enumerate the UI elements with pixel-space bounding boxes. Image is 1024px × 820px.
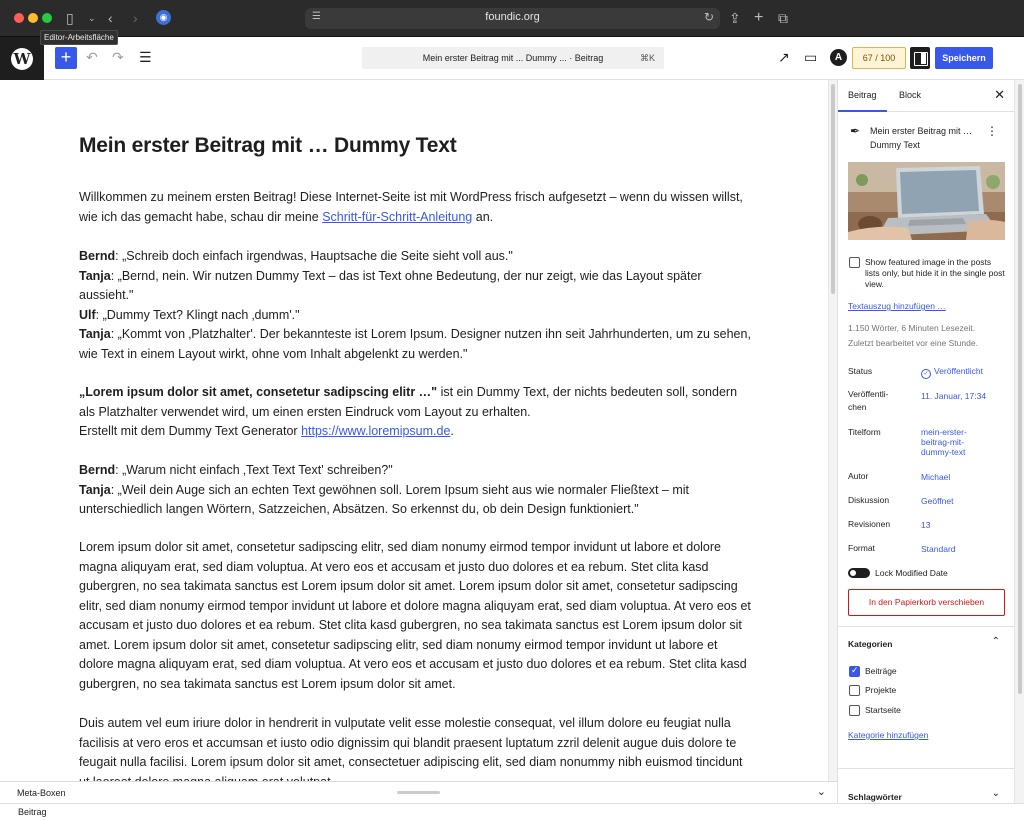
wordpress-icon: W xyxy=(11,48,33,70)
category-label: Projekte xyxy=(865,685,897,695)
post-icon: ✒ xyxy=(850,124,861,138)
speaker-name: Bernd xyxy=(79,249,116,263)
featured-image-illustration xyxy=(848,162,1005,240)
published-label-line-2: chen xyxy=(848,402,867,412)
published-label xyxy=(848,388,888,414)
dialogue-text: : „Schreib doch einfach irgendwas, Hauptsache die Seite sieht voll aus." xyxy=(115,249,513,263)
command-palette-button[interactable] xyxy=(362,47,664,69)
more-options-icon[interactable]: ⋮ xyxy=(986,124,998,138)
paragraph-intro[interactable] xyxy=(79,188,751,227)
chevron-down-icon[interactable]: ⌄ xyxy=(991,788,1000,799)
paragraph-duis[interactable]: Duis autem vel eum iriure dolor in hendrerit in vulputate velit esse molestie consequat, vel illum dolore eu feugiat nulla facilisis at vero eros et accumsan et iusto odio dignissim qui blandit praesent luptatum zzril delenit augue duis dolore te feugait nulla facilisi. Lorem ipsum dolor sit amet, consectetuer adipiscing elit, sed diam nonummy nibh euismod tincidunt xyxy=(79,716,743,769)
speaker-name: Tanja xyxy=(79,327,111,341)
add-excerpt-link[interactable]: Textauszug hinzufügen … xyxy=(848,301,946,311)
canvas-scrollbar[interactable] xyxy=(828,80,837,781)
plugin-icon[interactable]: A xyxy=(830,49,847,66)
shortcut-hint: ⌘K xyxy=(639,53,655,63)
chevron-down-icon[interactable]: ⌄ xyxy=(88,13,96,23)
tab-block[interactable]: Block xyxy=(899,90,922,100)
sidebar-tabs xyxy=(838,80,1015,112)
view-post-icon[interactable]: ↗ xyxy=(778,49,790,65)
paragraph-text: Erstellt mit dem Dummy Text Generator xyxy=(79,424,302,438)
editor-toolbar xyxy=(0,37,1024,80)
close-icon[interactable]: ✕ xyxy=(994,87,1005,102)
category-checkbox-startseite[interactable] xyxy=(849,705,860,716)
meta-boxes-bar[interactable] xyxy=(0,781,837,803)
tab-post[interactable]: Beitrag xyxy=(848,90,877,100)
paragraph-text: ist ein Dummy Text, der nichts bedeuten soll, sondern als Platzhalter verwendet wird, um einen ersten Eindruck vom Layout zu erhalten. xyxy=(79,385,738,419)
address-bar[interactable] xyxy=(305,8,720,29)
discussion-value[interactable]: Geöffnet xyxy=(921,496,954,506)
new-tab-icon[interactable]: + xyxy=(754,9,764,26)
editor-canvas[interactable] xyxy=(0,80,828,781)
url-text: foundic.org xyxy=(485,11,540,23)
featured-image[interactable] xyxy=(848,162,1005,240)
close-window-button[interactable] xyxy=(14,13,24,23)
speaker-name: Tanja xyxy=(79,482,111,497)
lock-modified-label: Lock Modified Date xyxy=(875,568,948,578)
status-value[interactable] xyxy=(921,366,983,379)
category-label: Startseite xyxy=(865,705,901,715)
author-label: Autor xyxy=(848,471,869,481)
hide-featured-checkbox[interactable] xyxy=(849,257,860,268)
page-settings-icon[interactable]: ☰ xyxy=(312,11,321,22)
settings-sidebar-toggle[interactable] xyxy=(910,47,930,69)
seo-score-button[interactable]: 67 / 100 xyxy=(852,47,906,69)
sidebar-scrollbar[interactable] xyxy=(1014,80,1024,803)
status-text: Veröffentlicht xyxy=(934,366,983,376)
dialogue-text: : „Kommt von ‚Platzhalter'. Der bekannteste ist Lorem Ipsum. Designer nutzen ihn seit Jahrhunderten, um zu sehen, wie Text in einem Layout wirkt, ohne vom Inhalt abgelenkt zu werden." xyxy=(79,327,751,361)
paragraph-text: an. xyxy=(472,209,494,224)
meta-boxes-label: Meta-Boxen xyxy=(17,788,66,798)
document-title: Mein erster Beitrag mit ... Dummy ... · Beitrag xyxy=(422,53,604,63)
add-category-link[interactable]: Kategorie hinzufügen xyxy=(848,730,929,740)
speaker-name: Bernd xyxy=(79,463,116,477)
save-button[interactable]: Speichern xyxy=(935,47,993,69)
browser-toolbar xyxy=(0,0,1024,37)
tab-overview-icon[interactable]: ⧉ xyxy=(778,10,788,26)
paragraph-lorem[interactable]: Lorem ipsum dolor sit amet, consetetur sadipscing elitr, sed diam nonumy eirmod tempor invidunt ut labore et dolore magna aliquyam erat, sed diam voluptua. At vero eos et accusam et justo duo dolores et ea rebum. Stet clita kasd gubergren, no sea takimata sanctus est Lorem ipsum dolor sit amet. Lorem ipsum dolor sit amet, consetetur sadipscing elitr, sed diam nonumy eirmod tempor invidunt ut labore et dolore magna aliquyam erat, sed diam voluptua. At vero eos et accusam et justo duo dolores et ea rebum. Stet clita kasd gubergren, no sea takimata sanctus est Lorem ipsum dolor sit amet. Lorem ipsum dolor sit amet, consetetur sadipscing elitr, sed diam nonumy eirmod tempor invidunt ut labore et dolore magna aliquyam erat, sed diam voluptua. At vero eos et accusam et justo duo dolores et ea rebum. Stet clita kasd gubergren, no sea takimata sanctus est Lorem ipsum dolor sit amet. xyxy=(79,540,751,691)
revisions-value[interactable]: 13 xyxy=(921,520,931,530)
word-count: 1.150 Wörter, 6 Minuten Lesezeit. xyxy=(848,323,976,333)
last-edited: Zuletzt bearbeitet vor eine Stunde. xyxy=(848,338,978,348)
dialogue-text: : „Warum nicht einfach ‚Text Text Text' schreiben?" xyxy=(115,463,393,477)
canvas-scrollbar-thumb[interactable] xyxy=(831,84,835,294)
format-label: Format xyxy=(848,543,875,553)
published-value[interactable]: 11. Januar, 17:34 xyxy=(921,391,987,401)
share-icon[interactable]: ⇪ xyxy=(729,10,741,26)
block-breadcrumb-bar xyxy=(0,803,1024,820)
sidebar-post-title: Mein erster Beitrag mit … Dummy Text xyxy=(870,126,973,150)
hide-featured-label: Show featured image in the posts lists only, but hide it in the single post view. xyxy=(865,257,1005,289)
minimize-window-button[interactable] xyxy=(28,13,38,23)
divider xyxy=(838,626,1015,627)
zoom-window-button[interactable] xyxy=(42,13,52,23)
slug-line-3: dummy-text xyxy=(921,447,966,457)
slug-line-2: beitrag-mit- xyxy=(921,437,964,447)
discussion-label: Diskussion xyxy=(848,495,890,505)
paragraph-text: Willkommen zu meinem ersten Beitrag! Diese Internet-Seite ist mit WordPress frisch aufgesetzt – wenn du wissen willst, wie ich das gemacht habe, schau dir meine xyxy=(79,190,743,224)
tooltip: Editor-Arbeitsfläche xyxy=(40,30,118,45)
wordpress-logo-button[interactable] xyxy=(0,37,44,80)
resize-handle[interactable] xyxy=(397,791,440,794)
status-label: Status xyxy=(848,366,873,376)
back-icon[interactable]: ‹ xyxy=(108,10,113,26)
add-block-button[interactable]: + xyxy=(55,47,77,69)
chevron-up-icon[interactable]: ⌃ xyxy=(991,636,1000,647)
redo-icon[interactable]: ↷ xyxy=(112,49,124,65)
password-manager-icon[interactable]: ◉ xyxy=(156,10,171,25)
divider xyxy=(838,768,1015,769)
move-to-trash-button[interactable]: In den Papierkorb verschieben xyxy=(848,589,1005,616)
post-title[interactable]: Mein erster Beitrag mit … Dummy Text xyxy=(79,134,457,157)
revisions-label: Revisionen xyxy=(848,519,891,529)
slug-value[interactable] xyxy=(921,427,967,457)
dialogue-text: : „Dummy Text? Klingt nach ‚dumm'." xyxy=(95,307,300,322)
lock-modified-toggle[interactable] xyxy=(848,568,870,578)
author-value[interactable]: Michael xyxy=(921,472,951,482)
paragraph-text: . xyxy=(450,424,454,438)
undo-icon[interactable]: ↶ xyxy=(86,49,98,65)
check-circle-icon: ✓ xyxy=(921,369,931,379)
lorem-quote: „Lorem ipsum dolor sit amet, consetetur sadipscing elitr …" xyxy=(79,385,438,399)
category-checkbox-beitraege[interactable] xyxy=(849,666,860,677)
sidebar-scrollbar-thumb[interactable] xyxy=(1018,84,1022,694)
document-overview-icon[interactable]: ☰ xyxy=(139,49,152,65)
category-label: Beiträge xyxy=(865,666,897,676)
active-tab-indicator xyxy=(838,110,887,112)
dialogue-text: : „Weil dein Auge sich an echten Text gewöhnen soll. Lorem Ipsum sieht aus wie normaler Fließtext – mit unterschiedlich langen Wörtern, Satzzeichen, Absätzen. So erkennst du, ob dein Design funktioniert." xyxy=(79,482,690,516)
categories-title[interactable]: Kategorien xyxy=(848,639,893,649)
speaker-name: Ulf xyxy=(79,307,96,322)
settings-sidebar xyxy=(837,80,1014,803)
paragraph-lorem-explained[interactable] xyxy=(79,383,751,442)
slug-label: Titelform xyxy=(848,427,881,437)
breadcrumb[interactable]: Beitrag xyxy=(18,807,47,817)
category-checkbox-projekte[interactable] xyxy=(849,685,860,696)
published-label-line-1: Veröffentli- xyxy=(848,389,889,399)
chevron-down-icon[interactable]: ⌄ xyxy=(816,786,826,798)
device-preview-icon[interactable]: ▭ xyxy=(804,49,818,65)
format-value[interactable]: Standard xyxy=(921,544,956,554)
reload-icon[interactable]: ↻ xyxy=(703,10,714,24)
guide-link[interactable]: Schritt-für-Schritt-Anleitung xyxy=(322,209,473,224)
loremipsum-link[interactable]: https://www.loremipsum.de xyxy=(301,424,451,438)
paragraph-dialogue-2[interactable] xyxy=(79,461,751,520)
sidebar-icon[interactable]: ▯ xyxy=(66,10,74,26)
paragraph-dialogue-1[interactable] xyxy=(79,247,751,364)
forward-icon[interactable]: › xyxy=(133,10,138,26)
speaker-name: Tanja xyxy=(79,268,111,283)
tags-title[interactable]: Schlagwörter xyxy=(848,792,902,802)
slug-line-1: mein-erster- xyxy=(921,427,967,437)
dialogue-text: : „Bernd, nein. Wir nutzen Dummy Text – das ist Text ohne Bedeutung, der nur zeigt, wie das Layout später aussieht." xyxy=(79,268,702,302)
